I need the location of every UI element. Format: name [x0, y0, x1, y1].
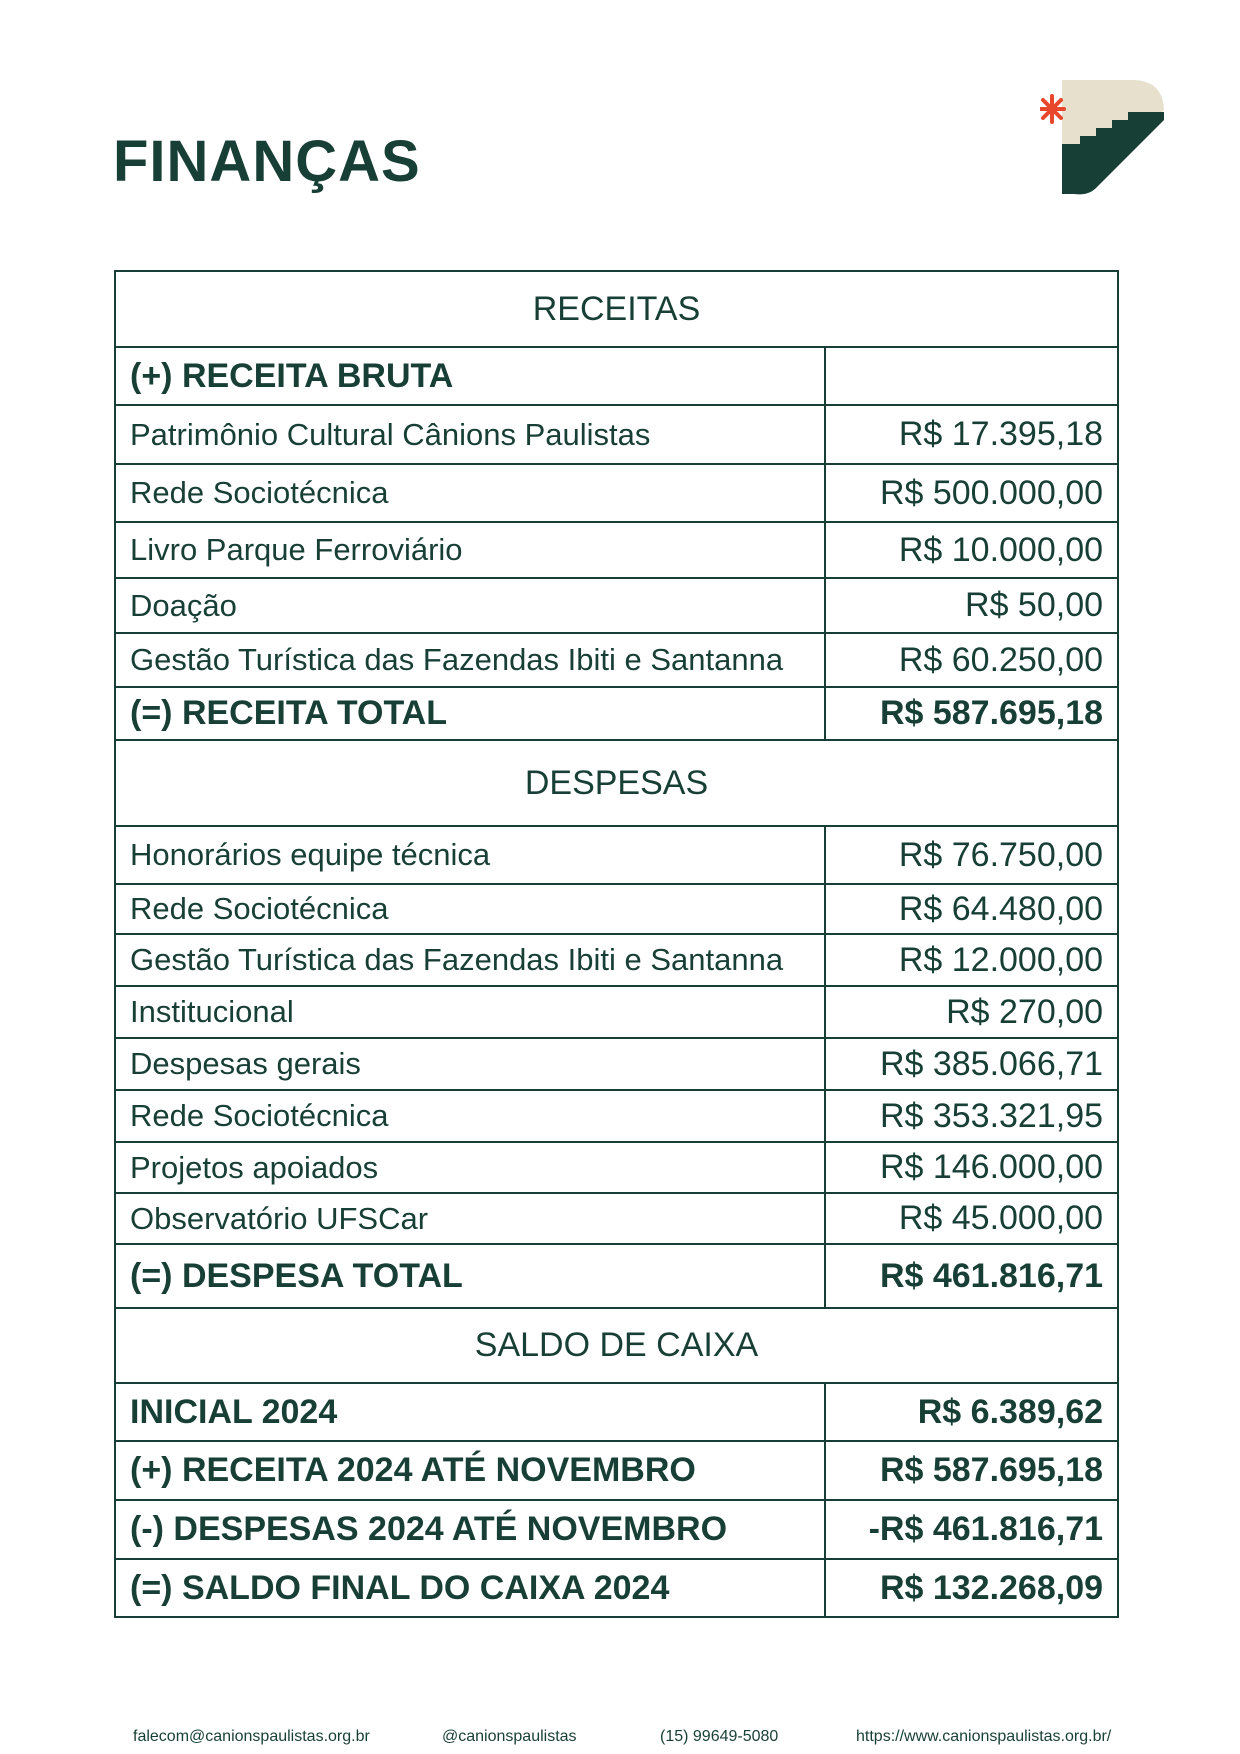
- row-label: Observatório UFSCar: [115, 1193, 825, 1244]
- table-row: [115, 1308, 1118, 1383]
- table-row: [115, 464, 1118, 522]
- footer-email[interactable]: falecom@canionspaulistas.org.br: [133, 1728, 370, 1745]
- saldo-value: R$ 6.389,62: [825, 1383, 1118, 1441]
- saldo-label: (-) DESPESAS 2024 ATÉ NOVEMBRO: [115, 1500, 825, 1559]
- table-row: [115, 986, 1118, 1038]
- saldo-value: R$ 587.695,18: [825, 1441, 1118, 1500]
- table-row: [115, 271, 1118, 347]
- row-value: R$ 10.000,00: [825, 522, 1118, 578]
- row-label: Projetos apoiados: [115, 1142, 825, 1193]
- row-label: Gestão Turística das Fazendas Ibiti e Santanna: [115, 633, 825, 687]
- row-value: R$ 76.750,00: [825, 826, 1118, 884]
- table-row: [115, 347, 1118, 405]
- despesas-header: DESPESAS: [115, 740, 1118, 826]
- row-label: Rede Sociotécnica: [115, 464, 825, 522]
- receita-bruta-value: [825, 347, 1118, 405]
- table-row: [115, 826, 1118, 884]
- row-label: Doação: [115, 578, 825, 633]
- saldo-value: R$ 132.268,09: [825, 1559, 1118, 1617]
- row-label: Livro Parque Ferroviário: [115, 522, 825, 578]
- footer-social[interactable]: @canionspaulistas: [442, 1728, 577, 1745]
- table-row: [115, 1244, 1118, 1308]
- receita-bruta-label: (+) RECEITA BRUTA: [115, 347, 825, 405]
- despesa-total-label: (=) DESPESA TOTAL: [115, 1244, 825, 1308]
- saldo-value: -R$ 461.816,71: [825, 1500, 1118, 1559]
- row-label: Institucional: [115, 986, 825, 1038]
- row-value: R$ 45.000,00: [825, 1193, 1118, 1244]
- receita-total-label: (=) RECEITA TOTAL: [115, 687, 825, 740]
- table-row: [115, 687, 1118, 740]
- table-row: [115, 884, 1118, 934]
- row-label: Rede Sociotécnica: [115, 884, 825, 934]
- table-row: [115, 522, 1118, 578]
- row-value: R$ 270,00: [825, 986, 1118, 1038]
- row-value: R$ 17.395,18: [825, 405, 1118, 464]
- table-row: [115, 934, 1118, 986]
- row-label: Patrimônio Cultural Cânions Paulistas: [115, 405, 825, 464]
- table-row: [115, 633, 1118, 687]
- page-title: FINANÇAS: [113, 129, 421, 194]
- row-label: Despesas gerais: [115, 1038, 825, 1090]
- row-value: R$ 12.000,00: [825, 934, 1118, 986]
- table-row: [115, 1559, 1118, 1617]
- row-value: R$ 146.000,00: [825, 1142, 1118, 1193]
- row-value: R$ 385.066,71: [825, 1038, 1118, 1090]
- finance-table: [114, 270, 1119, 1618]
- table-row: [115, 1500, 1118, 1559]
- footer-phone[interactable]: (15) 99649-5080: [660, 1728, 779, 1745]
- table-row: [115, 405, 1118, 464]
- row-value: R$ 64.480,00: [825, 884, 1118, 934]
- row-value: R$ 50,00: [825, 578, 1118, 633]
- table-row: [115, 578, 1118, 633]
- receitas-header: RECEITAS: [115, 271, 1118, 347]
- despesa-total-value: R$ 461.816,71: [825, 1244, 1118, 1308]
- table-row: [115, 1383, 1118, 1441]
- saldo-label: (+) RECEITA 2024 ATÉ NOVEMBRO: [115, 1441, 825, 1500]
- table-row: [115, 1193, 1118, 1244]
- receita-total-value: R$ 587.695,18: [825, 687, 1118, 740]
- table-row: [115, 1090, 1118, 1142]
- row-value: R$ 60.250,00: [825, 633, 1118, 687]
- saldo-header: SALDO DE CAIXA: [115, 1308, 1118, 1383]
- row-label: Gestão Turística das Fazendas Ibiti e Santanna: [115, 934, 825, 986]
- saldo-label: INICIAL 2024: [115, 1383, 825, 1441]
- row-value: R$ 500.000,00: [825, 464, 1118, 522]
- canions-paulistas-logo-icon: [1040, 80, 1166, 196]
- table-row: [115, 740, 1118, 826]
- table-row: [115, 1038, 1118, 1090]
- row-label: Rede Sociotécnica: [115, 1090, 825, 1142]
- row-value: R$ 353.321,95: [825, 1090, 1118, 1142]
- footer-website[interactable]: https://www.canionspaulistas.org.br/: [856, 1728, 1112, 1745]
- saldo-label: (=) SALDO FINAL DO CAIXA 2024: [115, 1559, 825, 1617]
- table-row: [115, 1142, 1118, 1193]
- table-row: [115, 1441, 1118, 1500]
- row-label: Honorários equipe técnica: [115, 826, 825, 884]
